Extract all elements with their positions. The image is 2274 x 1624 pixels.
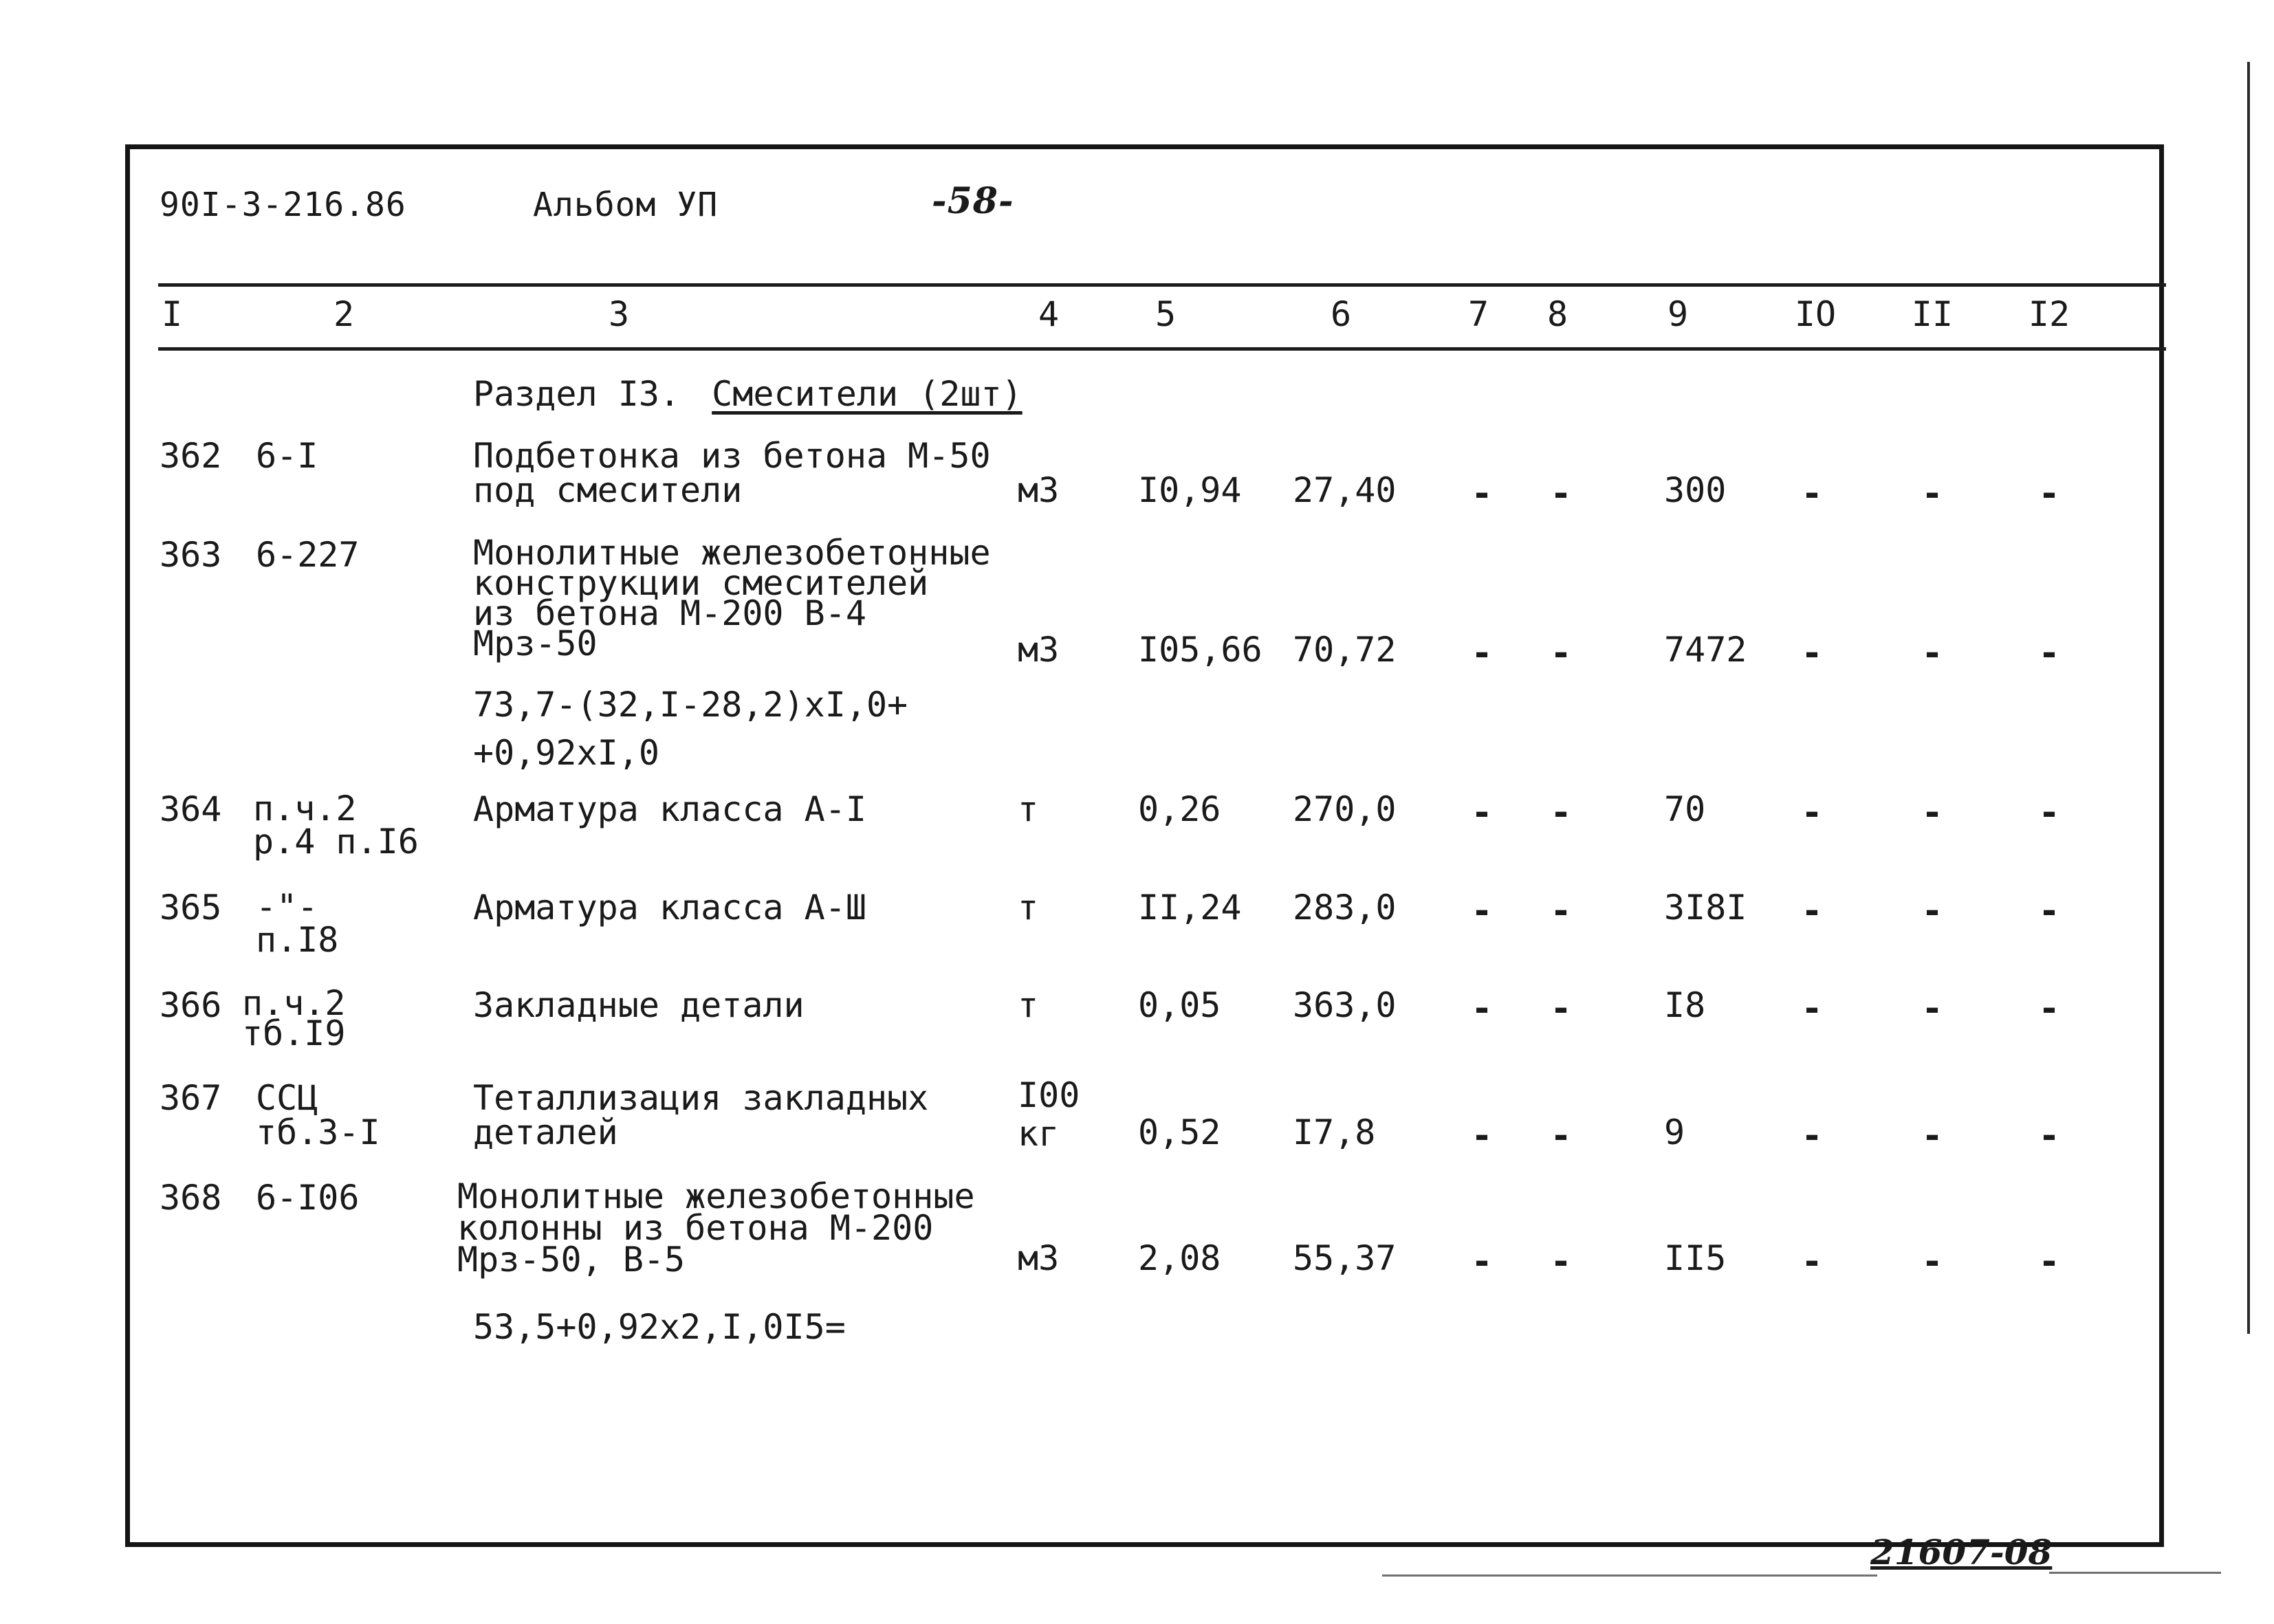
column-number: II	[1911, 294, 1954, 334]
row-calculation: 73,7-(32,I-28,2)xI,0+ +0,92xI,0	[473, 685, 908, 773]
row-unit: т	[1018, 888, 1039, 928]
row-col9: 70	[1664, 789, 1706, 829]
row-price: 363,0	[1293, 985, 1397, 1025]
row-col7: -	[1471, 1241, 1493, 1282]
row-code: 6-I	[256, 436, 318, 476]
row-col11: -	[1921, 988, 1943, 1029]
row-code: п.ч.2 тб.I9	[242, 983, 346, 1053]
row-col11: -	[1921, 1241, 1943, 1282]
row-price: 27,40	[1293, 470, 1397, 510]
row-col8: -	[1550, 792, 1572, 833]
row-col7: -	[1471, 890, 1493, 932]
row-name: Арматура класса А-Ш	[473, 888, 866, 928]
row-col10: -	[1801, 1241, 1823, 1282]
row-number: 363	[160, 535, 222, 575]
row-price: 283,0	[1293, 888, 1397, 928]
row-code: п.ч.2 р.4 п.I6	[253, 789, 419, 862]
archive-stamp-number: 21607-08	[1870, 1532, 2053, 1572]
row-col8: -	[1550, 988, 1572, 1029]
row-number: 362	[160, 436, 222, 476]
row-col12: -	[2038, 1115, 2060, 1156]
row-col9: II5	[1664, 1238, 1727, 1278]
column-number: 8	[1546, 294, 1568, 334]
row-col8: -	[1550, 1241, 1572, 1282]
row-col8: -	[1550, 633, 1572, 674]
row-col10: -	[1801, 890, 1823, 932]
album-label: Альбом УП	[533, 186, 719, 224]
row-code: ССЦ тб.3-I	[256, 1078, 380, 1152]
row-col7: -	[1471, 633, 1493, 674]
row-code: 6-I06	[256, 1178, 360, 1218]
row-col9: 300	[1664, 470, 1727, 510]
row-number: 368	[160, 1178, 222, 1218]
row-col9: I8	[1664, 985, 1706, 1025]
row-name: Монолитные железобетонные колонны из бетона М-200 Мрз-50, В-5	[457, 1176, 975, 1280]
row-calculation: 53,5+0,92x2,I,0I5=	[473, 1307, 846, 1347]
table-header-bottom-rule	[158, 347, 2166, 351]
row-number: 364	[160, 789, 222, 829]
row-unit: I00 кг	[1018, 1075, 1080, 1154]
row-col10: -	[1801, 633, 1823, 674]
column-number: 2	[333, 294, 355, 334]
row-col12: -	[2038, 890, 2060, 932]
page-number: -58-	[932, 180, 1014, 222]
row-unit: м3	[1018, 470, 1060, 510]
row-col11: -	[1921, 633, 1943, 674]
row-quantity: 0,52	[1138, 1112, 1221, 1152]
column-number: I2	[2028, 294, 2070, 334]
row-col9: 7472	[1664, 630, 1747, 670]
document-code: 90I-3-216.86	[160, 186, 406, 224]
row-name: Подбетонка из бетона М-50 под смесители	[473, 436, 991, 510]
section-prefix: Раздел I3.	[473, 374, 681, 414]
row-unit: т	[1018, 985, 1039, 1025]
row-number: 366	[160, 985, 222, 1025]
row-col10: -	[1801, 988, 1823, 1029]
row-col7: -	[1471, 1115, 1493, 1156]
row-name: Арматура класса А-I	[473, 789, 866, 829]
table-header-top-rule	[158, 283, 2166, 287]
row-col8: -	[1550, 890, 1572, 932]
row-quantity: 0,05	[1138, 985, 1221, 1025]
row-col12: -	[2038, 988, 2060, 1029]
column-number: 9	[1667, 294, 1689, 334]
row-price: I7,8	[1293, 1112, 1376, 1152]
row-col8: -	[1550, 473, 1572, 514]
page-frame	[125, 144, 2164, 1547]
footer-dashed-line	[1382, 1574, 1877, 1577]
row-col7: -	[1471, 792, 1493, 833]
row-col11: -	[1921, 1115, 1943, 1156]
column-number: 3	[608, 294, 630, 334]
row-col12: -	[2038, 473, 2060, 514]
row-col7: -	[1471, 988, 1493, 1029]
row-code: 6-227	[256, 535, 360, 575]
column-number: 5	[1155, 294, 1177, 334]
row-quantity: 2,08	[1138, 1238, 1221, 1278]
row-quantity: II,24	[1138, 888, 1242, 928]
row-col12: -	[2038, 633, 2060, 674]
row-col10: -	[1801, 1115, 1823, 1156]
row-unit: т	[1018, 789, 1039, 829]
row-quantity: 0,26	[1138, 789, 1221, 829]
column-number: IO	[1794, 294, 1837, 334]
row-name: Закладные детали	[473, 985, 805, 1025]
footer-dashed-line-right	[2049, 1572, 2221, 1574]
column-number: 6	[1330, 294, 1352, 334]
row-number: 365	[160, 888, 222, 928]
row-col11: -	[1921, 473, 1943, 514]
row-col9: 3I8I	[1664, 888, 1747, 928]
row-number: 367	[160, 1078, 222, 1118]
row-price: 270,0	[1293, 789, 1397, 829]
right-margin-line	[2247, 62, 2250, 1334]
row-unit: м3	[1018, 1238, 1060, 1278]
row-unit: м3	[1018, 630, 1060, 670]
row-price: 55,37	[1293, 1238, 1397, 1278]
row-col10: -	[1801, 473, 1823, 514]
row-col11: -	[1921, 792, 1943, 833]
row-code: -"- п.I8	[256, 887, 339, 960]
row-col9: 9	[1664, 1112, 1685, 1152]
row-col10: -	[1801, 792, 1823, 833]
section-heading	[473, 374, 1023, 414]
row-quantity: I0,94	[1138, 470, 1242, 510]
section-title: Смесители (2шт)	[712, 374, 1023, 414]
row-col12: -	[2038, 792, 2060, 833]
column-number: I	[161, 294, 183, 334]
row-name: Теталлизация закладных деталей	[473, 1078, 929, 1152]
row-col8: -	[1550, 1115, 1572, 1156]
column-number: 7	[1467, 294, 1489, 334]
row-quantity: I05,66	[1138, 630, 1262, 670]
row-col12: -	[2038, 1241, 2060, 1282]
row-name: Монолитные железобетонные конструкции смесителей из бетона М-200 В-4 Мрз-50	[473, 533, 991, 663]
row-col11: -	[1921, 890, 1943, 932]
row-price: 70,72	[1293, 630, 1397, 670]
column-number: 4	[1038, 294, 1060, 334]
row-col7: -	[1471, 473, 1493, 514]
